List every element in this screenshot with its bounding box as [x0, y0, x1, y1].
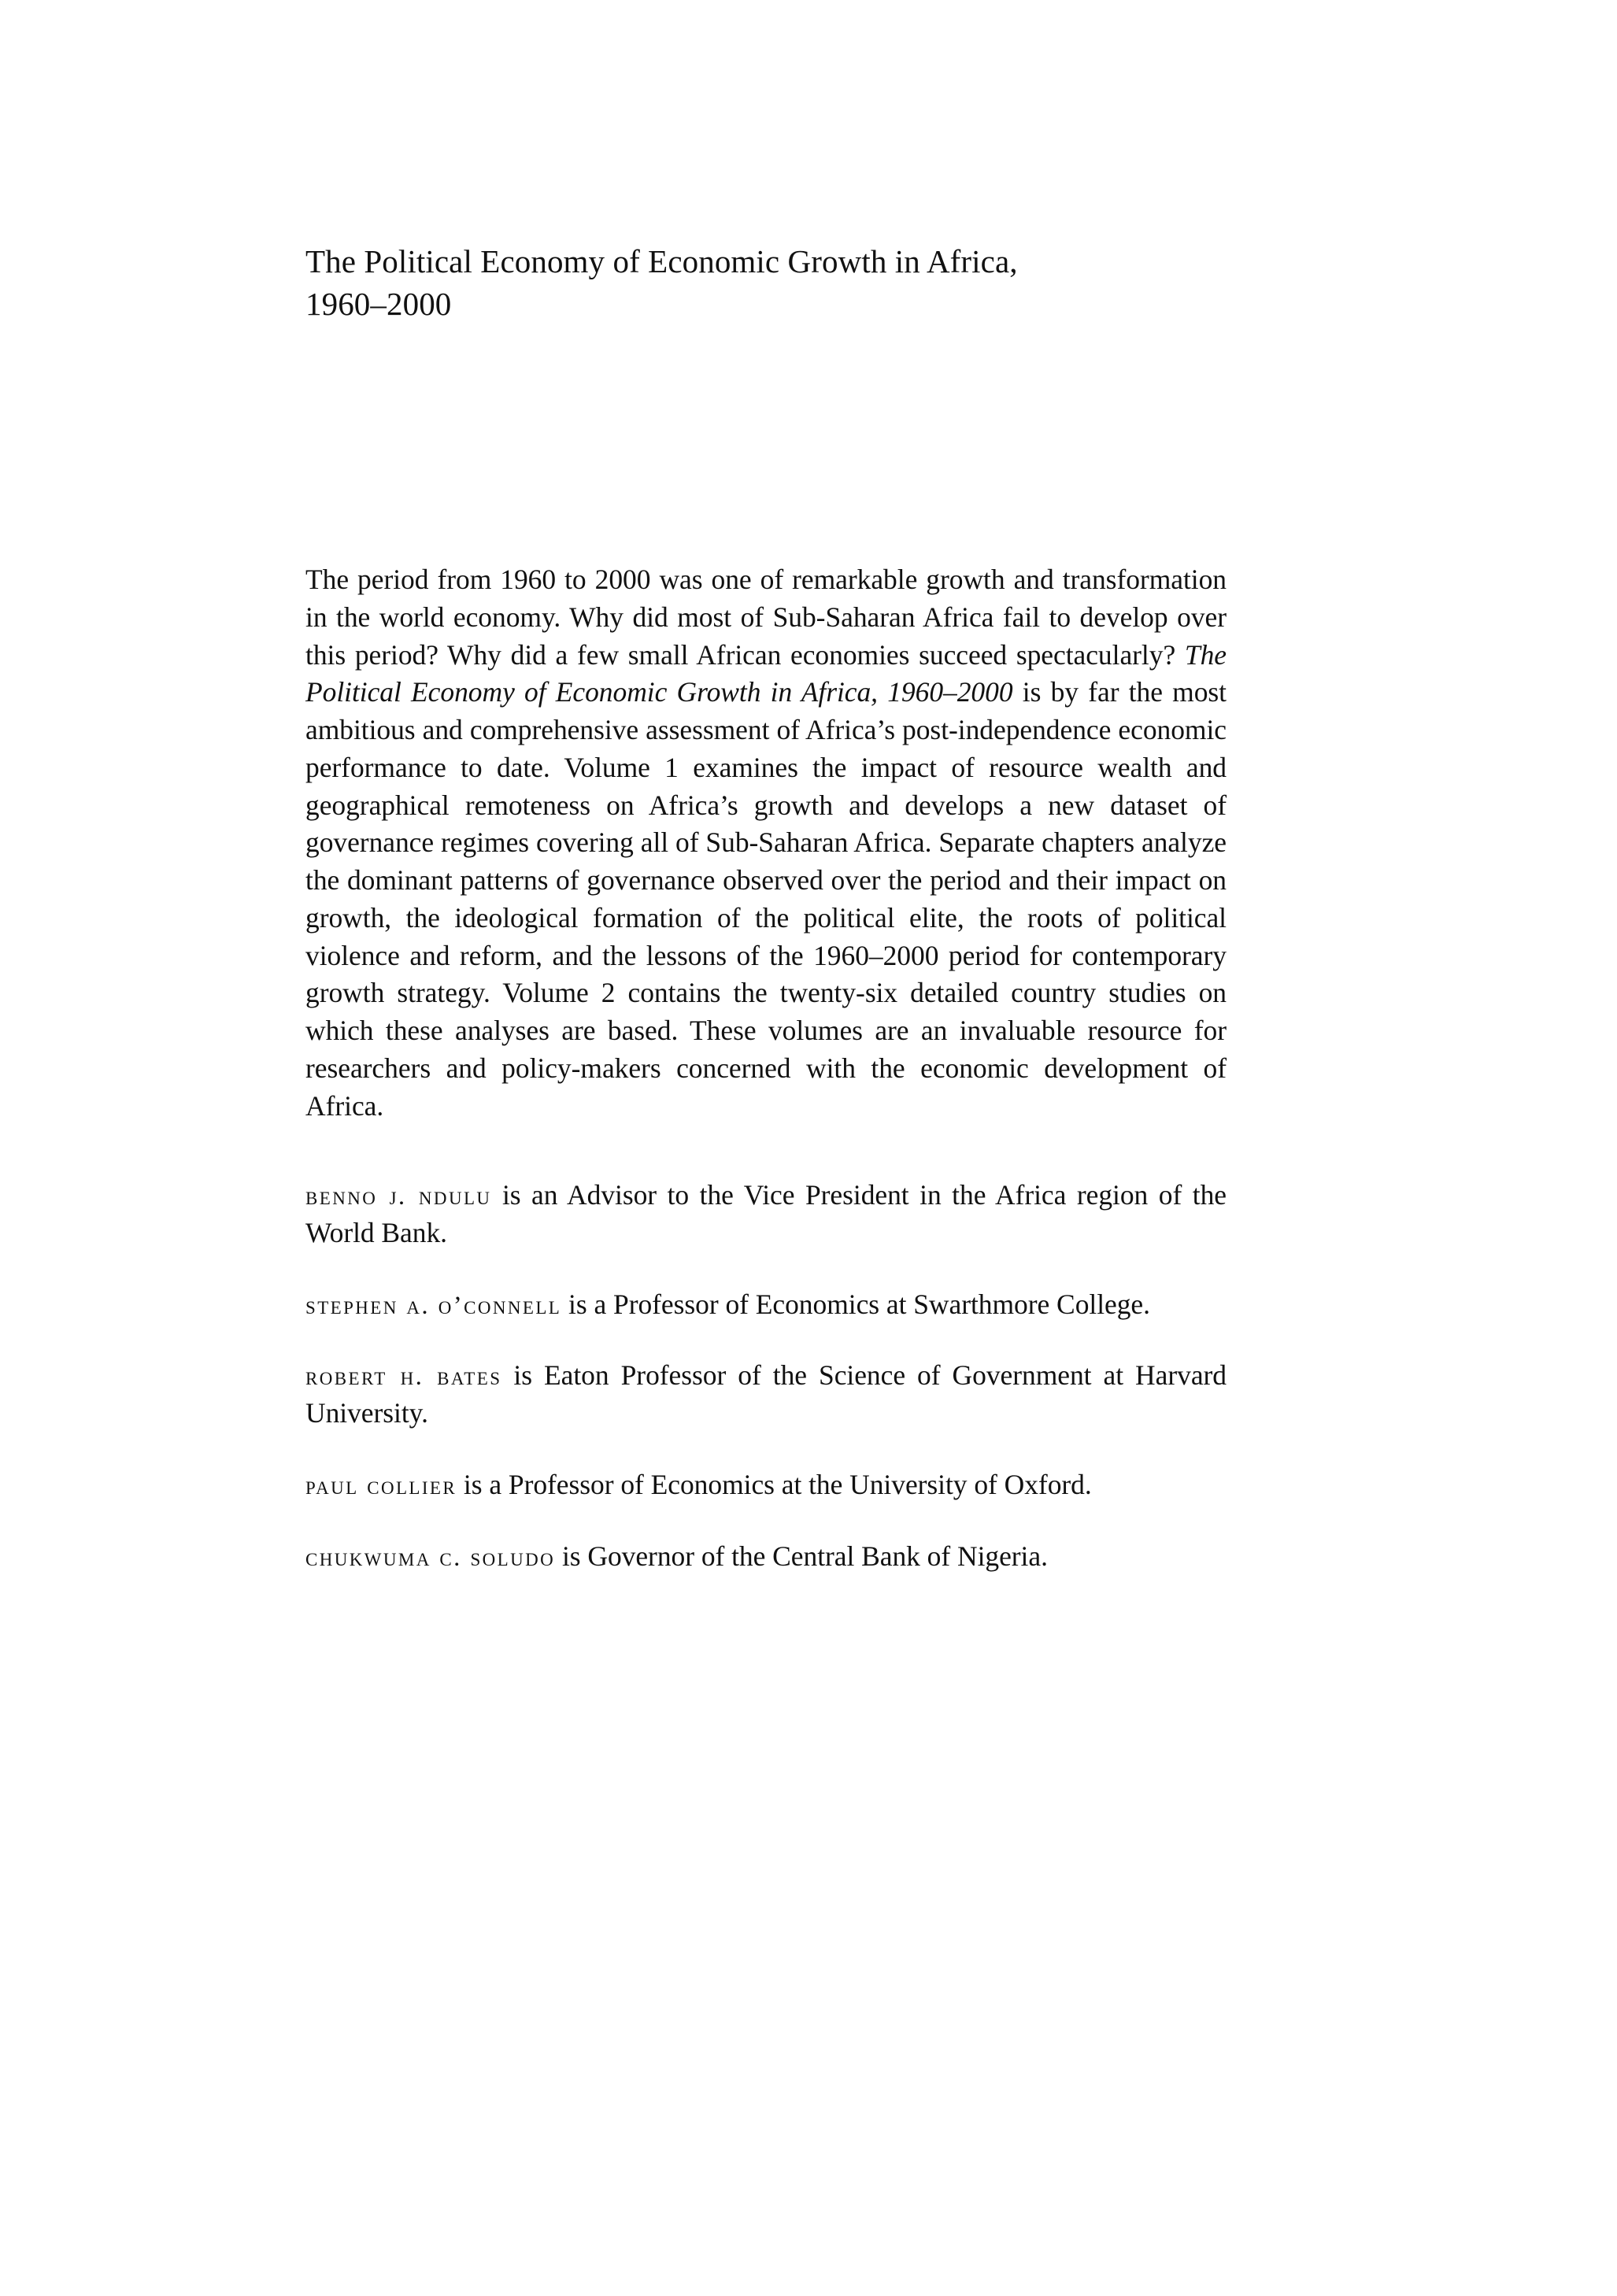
book-description-part-1: The period from 1960 to 2000 was one of remarkable growth and transformation in the world economy. Why did most of Sub-Saharan Africa fail to develop over this period? Why did a few small African economies succeed spectacularly? — [305, 564, 1227, 671]
page-content — [305, 240, 1227, 1603]
page-title-line-1: The Political Economy of Economic Growth in Africa, — [305, 243, 1018, 279]
contributor-entry — [305, 1177, 1227, 1252]
contributor-entry — [305, 1538, 1227, 1576]
contributor-description: is Governor of the Central Bank of Nigeria. — [555, 1540, 1048, 1572]
contributor-name: robert h. bates — [305, 1362, 502, 1392]
contributor-entry — [305, 1466, 1227, 1504]
contributor-description: is a Professor of Economics at Swarthmore College. — [561, 1288, 1150, 1320]
contributor-description: is Eaton Professor of the Science of Government at Harvard University. — [305, 1359, 1227, 1429]
page-title — [305, 240, 1227, 325]
page-title-line-2: 1960–2000 — [305, 286, 452, 323]
contributor-list — [305, 1177, 1227, 1575]
book-description-italic-title: The Political Economy of Economic Growth in Africa, 1960–2000 — [305, 638, 1227, 708]
book-description-part-2: is by far the most ambitious and comprehensive assessment of Africa’s post-independence economic performance to date. Volume 1 examines the impact of resource wealth and geographical remoteness on Africa’s growth and develops a new dataset of governance regimes covering all of Sub-Saharan Africa. Separate chapters analyze the dominant patterns of governance observed over the period and their impact on growth, the ideological formation of the political elite, the roots of political violence and reform, and the lessons of the 1960–2000 period for contemporary growth strategy. Volume 2 contains the twenty-six detailed country studies on which these analyses are based. These volumes are an invaluable resource for researchers and policy-makers concerned with the economic development of Africa. — [305, 676, 1227, 1122]
contributor-entry — [305, 1286, 1227, 1324]
book-description — [305, 561, 1227, 1125]
contributor-entry — [305, 1357, 1227, 1432]
contributor-name: paul collier — [305, 1471, 457, 1500]
contributor-description: is an Advisor to the Vice President in the Africa region of the World Bank. — [305, 1179, 1227, 1248]
contributor-name: stephen a. o’connell — [305, 1291, 562, 1320]
contributor-description: is a Professor of Economics at the University of Oxford. — [457, 1468, 1092, 1500]
contributor-name: benno j. ndulu — [305, 1182, 492, 1211]
contributor-name: chukwuma c. soludo — [305, 1543, 556, 1572]
